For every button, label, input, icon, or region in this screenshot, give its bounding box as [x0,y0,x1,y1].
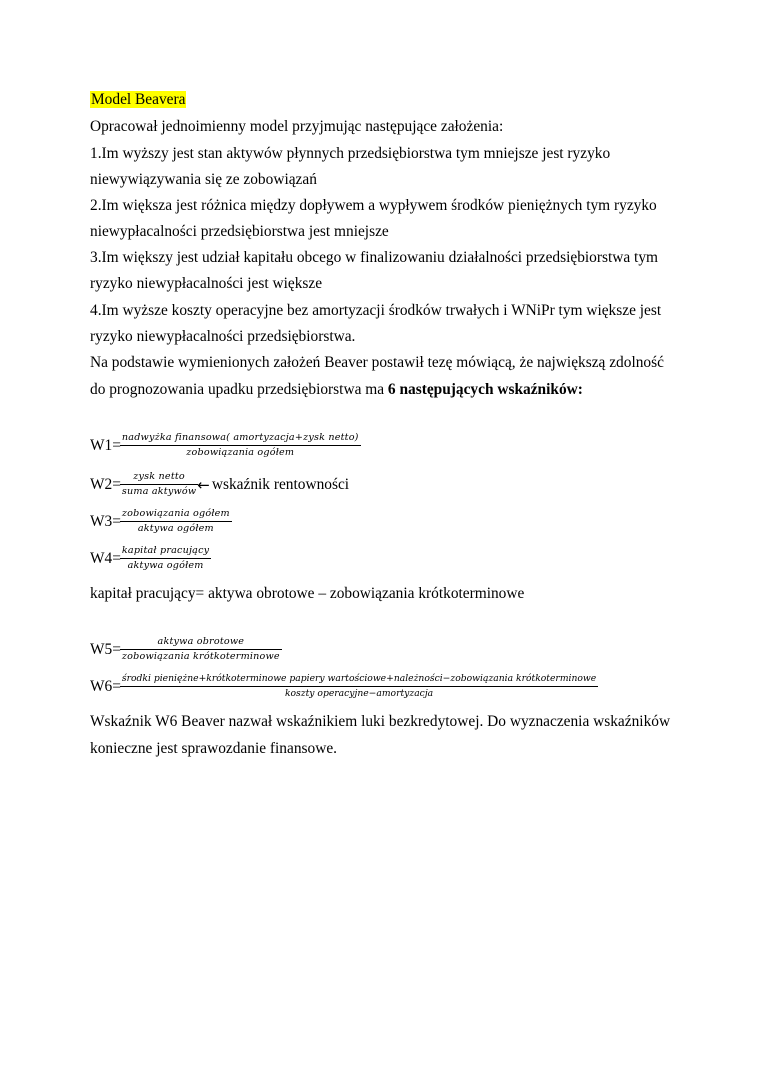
formula-w3 [90,508,231,535]
last-line-plain: do prognozowania upadku przedsiębiorstwa ma [90,381,388,398]
denominator: aktywa ogółem [120,521,232,535]
formula-label: W5= [90,640,121,658]
fraction [121,673,597,700]
closing-line: Wskaźnik W6 Beaver nazwał wskaźnikiem luki bezkredytowej. Do wyznaczenia wskaźników [90,713,671,730]
formula-label: W1= [90,436,121,454]
fraction [121,432,360,459]
fraction [121,636,281,663]
closing-line: konieczne jest sprawozdanie finansowe. [90,740,338,757]
working-capital-definition: kapitał pracujący= aktywa obrotowe – zobowiązania krótkoterminowe [90,585,525,602]
text-line: 2.Im większa jest różnica między dopływem a wypływem środków pieniężnych tym ryzyko [90,197,657,214]
numerator: nadwyżka finansowa( amortyzacja+zysk netto) [121,432,359,443]
text-line: ryzyko niewypłacalności przedsiębiorstwa. [90,328,356,345]
formula-w5 [90,636,281,663]
denominator: aktywa ogółem [120,558,211,572]
text-line: 1.Im wyższy jest stan aktywów płynnych przedsiębiorstwa tym mniejsze jest ryzyko [90,145,611,162]
formula-w6 [90,673,597,700]
numerator: aktywa obrotowe [157,636,245,647]
formula-label: W6= [90,677,121,695]
formula-label: W2= [90,475,121,493]
formula-w1 [90,432,360,459]
heading [90,90,186,110]
formula-w2 [90,471,349,498]
denominator: zobowiązania krótkoterminowe [121,651,280,662]
heading-highlight: Model Beavera [91,91,186,108]
formula-label: W4= [90,549,121,567]
numerator: zysk netto [133,471,185,482]
text-line: niewywiązywania się ze zobowiązań [90,171,317,188]
numerator: zobowiązania ogółem [121,508,230,519]
text-line: 4.Im wyższe koszty operacyjne bez amortyzacji środków trwałych i WNiPr tym większe jest [90,302,662,319]
denominator: suma aktywów [121,486,197,497]
fraction [121,471,197,498]
intro-text: Opracował jednoimienny model przyjmując następujące założenia: [90,118,504,135]
formula-w4 [90,545,210,572]
fraction [121,508,231,535]
numerator: środki pieniężne+krótkoterminowe papiery wartościowe+należności−zobowiązania krótkoterminowe [121,673,597,684]
denominator: zobowiązania ogółem [120,445,361,459]
left-arrow-icon: ← [197,475,210,494]
text-line-last [90,380,583,400]
text-line: ryzyko niewypłacalności jest większe [90,275,323,292]
fraction [121,545,210,572]
text-line: Na podstawie wymienionych założeń Beaver postawił tezę mówiącą, że największą zdolność [90,354,664,371]
indicator-count-bold: 6 następujących wskaźników: [387,381,583,398]
text-line: niewypłacalności przedsiębiorstwa jest mniejsze [90,223,389,240]
denominator: koszty operacyjne−amortyzacja [120,686,598,700]
text-line: 3.Im większy jest udział kapitału obcego w finalizowaniu działalności przedsiębiorstwa tym [90,249,659,266]
formula-note: wskaźnik rentowności [211,475,350,493]
formula-label: W3= [90,512,121,530]
numerator: kapitał pracujący [121,545,210,556]
